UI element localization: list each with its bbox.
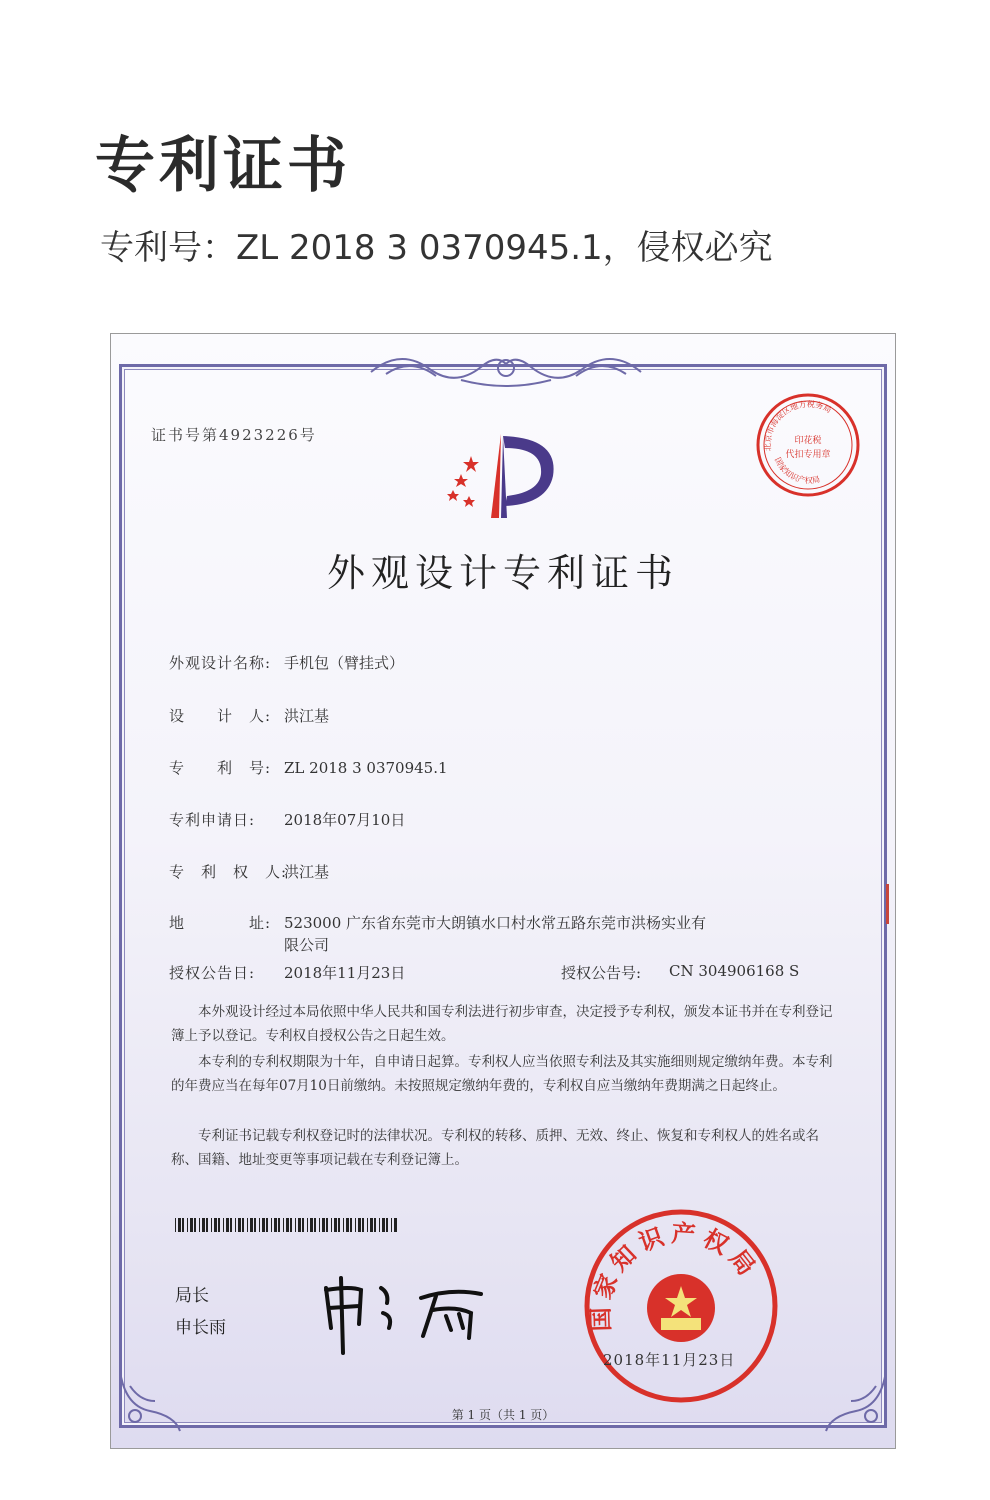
field-announcement-date [169, 962, 484, 984]
field-value: CN 304906168 S [669, 962, 800, 980]
field-value: 2018年07月10日 [284, 811, 406, 829]
field-label: 授权公告号: [561, 964, 642, 982]
svg-text:北京市海淀区地方税务局: 北京市海淀区地方税务局 [763, 399, 833, 452]
certificate-paragraph: 本外观设计经过本局依照中华人民共和国专利法进行初步审查，决定授予专利权，颁发本证书并在专利登记簿上予以登记。专利权自授权公告之日起生效。 [171, 1004, 833, 1044]
field-value: 2018年11月23日 [284, 964, 406, 982]
certificate-paragraph: 本专利的专利权期限为十年，自申请日起算。专利权人应当依照专利法及其实施细则规定缴纳年费。本专利的年费应当在每年07月10日前缴纳。未按照规定缴纳年费的，专利权自应当缴纳年费期满之日起终止。 [171, 1054, 833, 1094]
edge-mark [886, 884, 889, 924]
field-designer [169, 705, 714, 727]
field-application-date [169, 809, 714, 831]
field-design-name [169, 652, 714, 674]
svg-text:国家知识产权局: 国家知识产权局 [772, 456, 821, 486]
field-label: 专利申请日: [169, 811, 256, 829]
field-value: ZL 2018 3 0370945.1 [284, 759, 448, 777]
page-subtitle: 专利号：ZL 2018 3 0370945.1，侵权必究 [100, 228, 773, 268]
director-block [175, 1280, 226, 1344]
ornament-icon [821, 1366, 891, 1436]
field-label: 外观设计名称: [169, 654, 272, 672]
field-label: 专 利 号: [169, 759, 272, 777]
patent-emblem-icon [431, 426, 571, 526]
director-name: 申长雨 [175, 1318, 226, 1338]
field-value: 523000 广东省东莞市大朗镇水口村水常五路东莞市洪杨实业有限公司 [284, 914, 707, 954]
svg-text:代扣专用章: 代扣专用章 [785, 450, 831, 460]
field-value: 洪江基 [284, 863, 330, 881]
tax-stamp-seal [751, 389, 866, 499]
page-title: 专利证书 [95, 131, 351, 201]
field-label: 授权公告日: [169, 964, 256, 982]
ornament-icon [115, 1366, 185, 1436]
certificate-number: 证书号第4923226号 [151, 426, 317, 444]
field-label: 专 利 权 人: [169, 863, 288, 881]
svg-text:国家知识产权局: 国家知识产权局 [585, 1218, 766, 1332]
field-label: 地 址: [169, 914, 272, 932]
ornament-icon [361, 342, 651, 392]
barcode-icon [175, 1218, 397, 1232]
certificate-title: 外观设计专利证书 [326, 551, 679, 595]
certificate-paragraph: 专利证书记载专利权登记时的法律状况。专利权的转移、质押、无效、终止、恢复和专利权人的姓名或名称、国籍、地址变更等事项记载在专利登记簿上。 [171, 1128, 819, 1168]
svg-text:印花税: 印花税 [794, 436, 822, 446]
field-value: 洪江基 [284, 707, 330, 725]
field-address [169, 912, 714, 956]
field-patentee [169, 861, 714, 883]
field-value: 手机包（臂挂式） [284, 654, 405, 672]
director-title: 局长 [175, 1286, 209, 1306]
certificate-image [110, 333, 896, 1449]
field-announcement-number [561, 962, 799, 983]
cnipa-official-seal [581, 1206, 781, 1406]
page-number: 第 1 页（共 1 页） [451, 1408, 555, 1422]
signature-icon [311, 1258, 511, 1358]
field-label: 设 计 人: [169, 707, 272, 725]
field-patent-number [169, 757, 714, 779]
issue-date: 2018年11月23日 [603, 1351, 736, 1369]
